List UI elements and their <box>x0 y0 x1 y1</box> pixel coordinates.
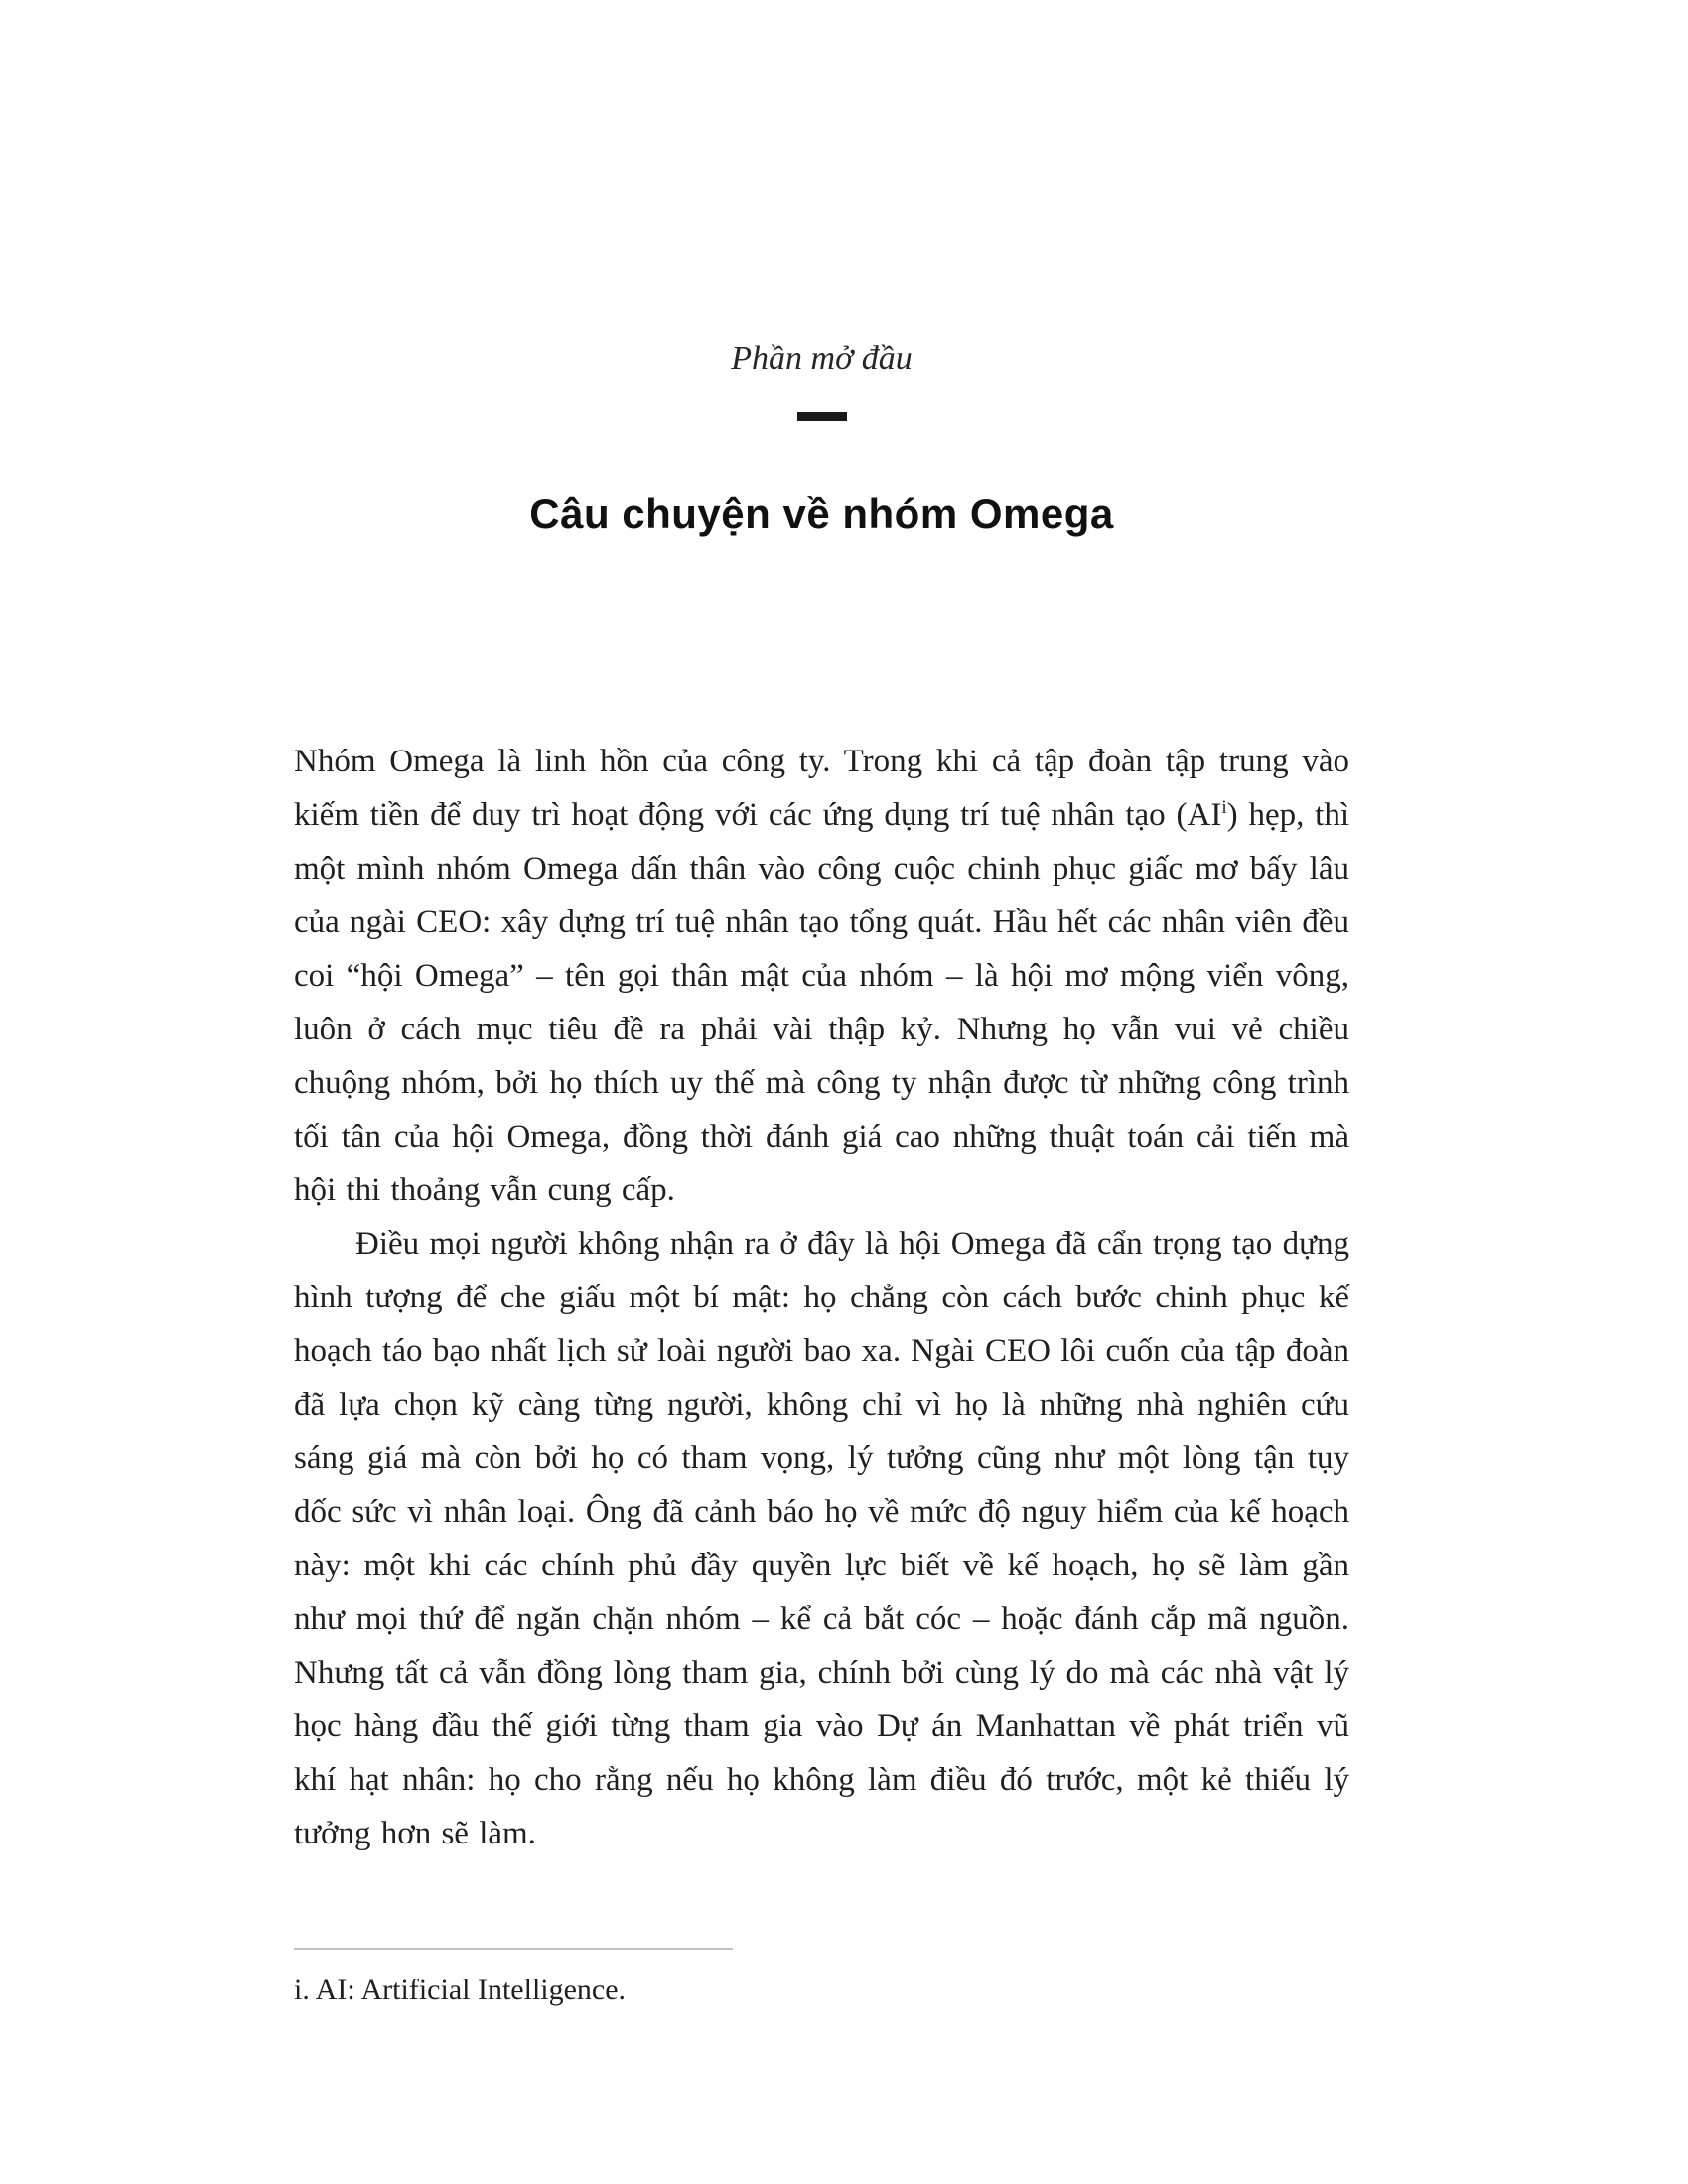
footnote-marker: i <box>1221 797 1227 818</box>
page-content <box>294 0 1349 2009</box>
footnote-separator <box>294 1948 733 1950</box>
paragraph-1 <box>294 735 1349 1217</box>
footnote-area <box>294 1948 1349 2009</box>
chapter-title: Câu chuyện về nhóm Omega <box>529 490 1114 537</box>
section-label: Phần mở đầu <box>731 341 913 377</box>
paragraph-1-text-before-marker: Nhóm Omega là linh hồn của công ty. Trong khi cả tập đoàn tập trung vào kiếm tiền để duy trì hoạt động với các ứng dụng trí tuệ nhân tạo (AI <box>294 744 1349 833</box>
paragraph-1-text-after-marker: ) hẹp, thì một mình nhóm Omega dấn thân vào công cuộc chinh phục giấc mơ bấy lâu của ngài CEO: xây dựng trí tuệ nhân tạo tổng quát. Hầu hết các nhân viên đều coi “hội Omega” – tên gọi thân mật của nhóm – là hội mơ mộng viển vông, luôn ở cách mục tiêu đề ra phải vài thập kỷ. Nhưng họ vẫn vui vẻ chiều chuộng nhóm, bởi họ thích uy thế mà công ty nhận được từ những công trình tối tân của hội Omega, đồng thời đánh giá cao những thuật toán cải tiến mà hội thi thoảng vẫn cung cấp. <box>294 797 1349 1208</box>
paragraph-2: Điều mọi người không nhận ra ở đây là hội Omega đã cẩn trọng tạo dựng hình tượng để che giấu một bí mật: họ chẳng còn cách bước chinh phục kế hoạch táo bạo nhất lịch sử loài người bao xa. Ngài CEO lôi cuốn của tập đoàn đã lựa chọn kỹ càng từng người, không chỉ vì họ là những nhà nghiên cứu sáng giá mà còn bởi họ có tham vọng, lý tưởng cũng như một lòng tận tụy dốc sức vì nhân loại. Ông đã cảnh báo họ về mức độ nguy hiểm của kế hoạch này: một khi các chính phủ đầy quyền lực biết về kế hoạch, họ sẽ làm gần như mọi thứ để ngăn chặn nhóm – kể cả bắt cóc – hoặc đánh cắp mã nguồn. Nhưng tất cả vẫn đồng lòng tham gia, chính bởi cùng lý do mà các nhà vật lý học hàng đầu thế giới từng tham gia vào Dự án Manhattan về phát triển vũ khí hạt nhân: họ cho rằng nếu họ không làm điều đó trước, một kẻ thiếu lý tưởng hơn sẽ làm. <box>294 1226 1349 1851</box>
footnote-text: i. AI: Artificial Intelligence. <box>294 1974 627 2006</box>
decorative-dash <box>797 412 847 421</box>
